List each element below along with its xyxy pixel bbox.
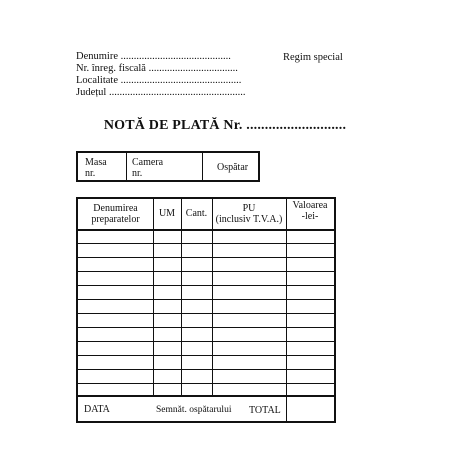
table-row-line: [78, 243, 334, 244]
footer-data-label: DATA: [84, 404, 110, 415]
footer-separator: [78, 395, 334, 397]
masa-label: Masa nr.: [85, 157, 107, 179]
table-row-line: [78, 383, 334, 384]
table-row-line: [78, 313, 334, 314]
table-row-line: [78, 369, 334, 370]
table-row-line: [78, 327, 334, 328]
service-box-divider: [126, 153, 127, 180]
header-line-judetul: Județul ....................................................: [76, 87, 246, 98]
camera-label: Camera nr.: [132, 157, 164, 179]
regime-label: Regim special: [283, 52, 343, 63]
service-box: [76, 151, 260, 182]
footer-semnat-label: Semnăt. ospătarului: [156, 405, 232, 415]
header-line-nr-inreg-fiscala: Nr. înreg. fiscală ..................................: [76, 63, 238, 74]
table-row-line: [78, 341, 334, 342]
table-row-line: [78, 355, 334, 356]
col-header-pu: PU (inclusiv T.V.A.): [215, 203, 283, 225]
col-header-denumirea: Denumirea preparatelor: [91, 203, 140, 225]
footer-total-label: TOTAL: [249, 405, 281, 416]
column-divider: [286, 199, 287, 421]
col-header-valoarea: Valoarea -lei-: [292, 200, 328, 222]
header-line-denumire: Denumire ..........................................: [76, 51, 231, 62]
header-line-localitate: Localitate ..............................................: [76, 75, 242, 86]
items-table: [76, 197, 336, 423]
table-row-line: [78, 271, 334, 272]
service-box-divider: [202, 153, 203, 180]
ospatar-label: Ospătar: [217, 162, 249, 173]
table-row-line: [78, 285, 334, 286]
table-row-line: [78, 257, 334, 258]
col-header-um: UM: [158, 208, 176, 219]
page-title: NOTĂ DE PLATĂ Nr. ...........................: [103, 118, 347, 133]
col-header-cant: Cant.: [185, 208, 208, 219]
table-row-line: [78, 299, 334, 300]
header-separator: [78, 229, 334, 231]
